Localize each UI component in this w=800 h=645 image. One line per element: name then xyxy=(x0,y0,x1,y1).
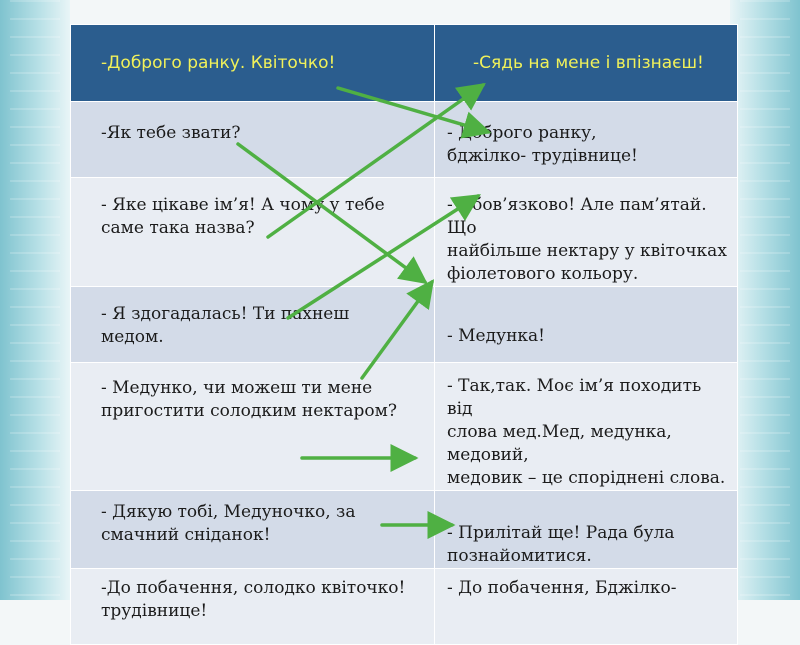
row-left-text: - Яке цікаве ім’я! А чому у тебе саме така назва? xyxy=(101,195,385,238)
row-left-text: - Медунко, чи можеш ти мене пригостити солодким нектаром? xyxy=(101,378,397,421)
header-cell-left xyxy=(71,25,435,102)
row-cell-left xyxy=(71,363,435,491)
right-decorative-frame xyxy=(730,0,800,600)
row-right-text: - Прилітай ще! Рада була познайомитися. xyxy=(447,523,675,566)
row-cell-right xyxy=(435,102,738,178)
row-cell-right xyxy=(435,569,738,645)
row-left-text: - Я здогадалась! Ти пахнеш медом. xyxy=(101,304,350,347)
row-right-text: - До побачення, Бджілко- xyxy=(447,578,677,598)
row-cell-left xyxy=(71,491,435,569)
row-cell-left xyxy=(71,178,435,287)
header-left-text: -Доброго ранку. Квіточко! xyxy=(101,52,336,73)
table-header-row xyxy=(71,25,738,102)
row-right-text: - Обов’язково! Але пам’ятай. Що найбільше нектару у квіточках фіолетового кольору. xyxy=(447,195,727,284)
row-left-text: - Дякую тобі, Медуночко, за смачний сніданок! xyxy=(101,502,356,545)
row-cell-right xyxy=(435,491,738,569)
row-cell-left xyxy=(71,569,435,645)
table-row xyxy=(71,102,738,178)
table-row xyxy=(71,569,738,645)
row-left-text: -Як тебе звати? xyxy=(101,123,241,143)
table-row xyxy=(71,178,738,287)
row-right-text: - Доброго ранку, бджілко- трудівнице! xyxy=(447,123,638,166)
row-right-text: - Медунка! xyxy=(447,326,546,346)
row-left-text: -До побачення, солодко квіточко! трудівнице! xyxy=(101,578,406,621)
table-row xyxy=(71,287,738,363)
header-right-text: -Сядь на мене і впізнаєш! xyxy=(473,52,704,73)
row-cell-right xyxy=(435,287,738,363)
header-cell-right xyxy=(435,25,738,102)
row-cell-right xyxy=(435,178,738,287)
left-decorative-frame xyxy=(0,0,70,600)
row-cell-left xyxy=(71,102,435,178)
row-right-text: - Так,так. Моє ім’я походить від слова мед.Мед, медунка, медовий, медовик – це споріднені слова. xyxy=(447,376,726,488)
row-cell-left xyxy=(71,287,435,363)
dialogue-table xyxy=(70,24,738,645)
table-row xyxy=(71,363,738,491)
row-cell-right xyxy=(435,363,738,491)
table-row xyxy=(71,491,738,569)
